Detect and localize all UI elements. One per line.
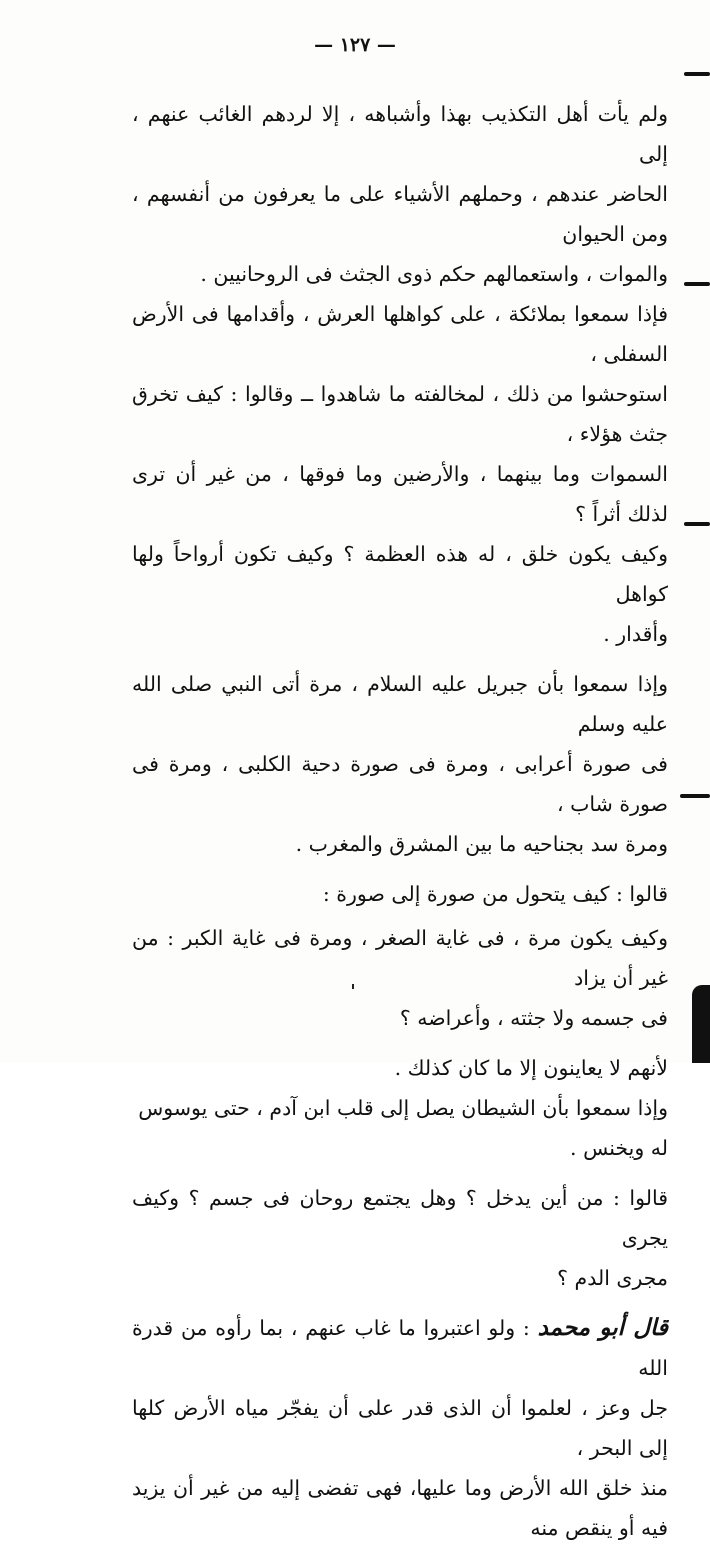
text-line: فإذا سمعوا بملائكة ، على كواهلها العرش ، وأقدامها فى الأرض السفلى ، <box>132 302 668 366</box>
paragraph-9 <box>132 1178 668 1298</box>
scan-edge-mark <box>684 282 710 286</box>
text-line: فى جسمه ولا جثته ، وأعراضه ؟ <box>399 1006 668 1030</box>
text-line: وإذا سمعوا بأن جبريل عليه السلام ، مرة أتى النبي صلى الله عليه وسلم <box>132 672 668 736</box>
page-number: — ١٢٧ — <box>314 34 396 56</box>
scan-edge-mark <box>684 72 710 76</box>
text-line: ومرة سد بجناحيه ما بين المشرق والمغرب . <box>295 832 668 856</box>
text-line: وكيف يكون خلق ، له هذه العظمة ؟ وكيف تكون أرواحاً ولها كواهل <box>132 542 668 606</box>
text-line: قالوا : من أين يدخل ؟ وهل يجتمع روحان فى جسم ؟ وكيف يجرى <box>132 1186 668 1250</box>
text-line: والموات ، واستعمالهم حكم ذوى الجثث فى الروحانيين . <box>200 262 668 286</box>
section-lead: قال أبو محمد <box>537 1314 668 1341</box>
paragraph-7 <box>132 1048 668 1088</box>
text-line: وكيف يكون مرة ، فى غاية الصغر ، ومرة فى غاية الكبر : من غير أن يزاد <box>132 926 668 990</box>
paragraph-4 <box>132 664 668 864</box>
paragraph-5 <box>132 874 668 914</box>
scan-speck <box>352 984 354 989</box>
scan-edge-mark <box>684 522 710 526</box>
text-line: الحاضر عندهم ، وحملهم الأشياء على ما يعرفون من أنفسهم ، ومن الحيوان <box>132 182 668 246</box>
text-line: قالوا : كيف يتحول من صورة إلى صورة : <box>322 882 668 906</box>
text-line: : ولو اعتبروا ما غاب عنهم ، بما رأوه من قدرة الله <box>132 1316 668 1380</box>
text-line: ولم يأت أهل التكذيب بهذا وأشباهه ، إلا لردهم الغائب عنهم ، إلى <box>132 102 668 166</box>
scan-edge-mark <box>680 794 710 798</box>
text-line: فى صورة أعرابى ، ومرة فى صورة دحية الكلبى ، ومرة فى صورة شاب ، <box>132 752 668 816</box>
paragraph-10 <box>132 1308 668 1548</box>
text-line: منذ خلق الله الأرض وما عليها، فهى تفضى إليه من غير أن يزيد فيه أو ينقص منه <box>132 1476 668 1540</box>
text-line: له ويخنس . <box>570 1136 668 1160</box>
body-text <box>132 94 668 1548</box>
paragraph-8 <box>132 1088 668 1168</box>
text-line: مجرى الدم ؟ <box>557 1266 668 1290</box>
paragraph-3 <box>132 534 668 654</box>
text-line: وأقدار . <box>603 622 668 646</box>
text-line: السموات وما بينهما ، والأرضين وما فوقها ، من غير أن ترى لذلك أثراً ؟ <box>132 462 668 526</box>
scan-edge-shadow <box>692 985 710 1063</box>
text-line: استوحشوا من ذلك ، لمخالفته ما شاهدوا ــ وقالوا : كيف تخرق جثث هؤلاء ، <box>132 382 668 446</box>
text-line: جل وعز ، لعلموا أن الذى قدر على أن يفجّر مياه الأرض كلها إلى البحر ، <box>132 1396 668 1460</box>
paragraph-6 <box>132 918 668 1038</box>
paragraph-2 <box>132 294 668 534</box>
text-line: وإذا سمعوا بأن الشيطان يصل إلى قلب ابن آدم ، حتى يوسوس <box>138 1096 668 1120</box>
paragraph-1 <box>132 94 668 294</box>
text-line: لأنهم لا يعاينون إلا ما كان كذلك . <box>394 1056 668 1080</box>
